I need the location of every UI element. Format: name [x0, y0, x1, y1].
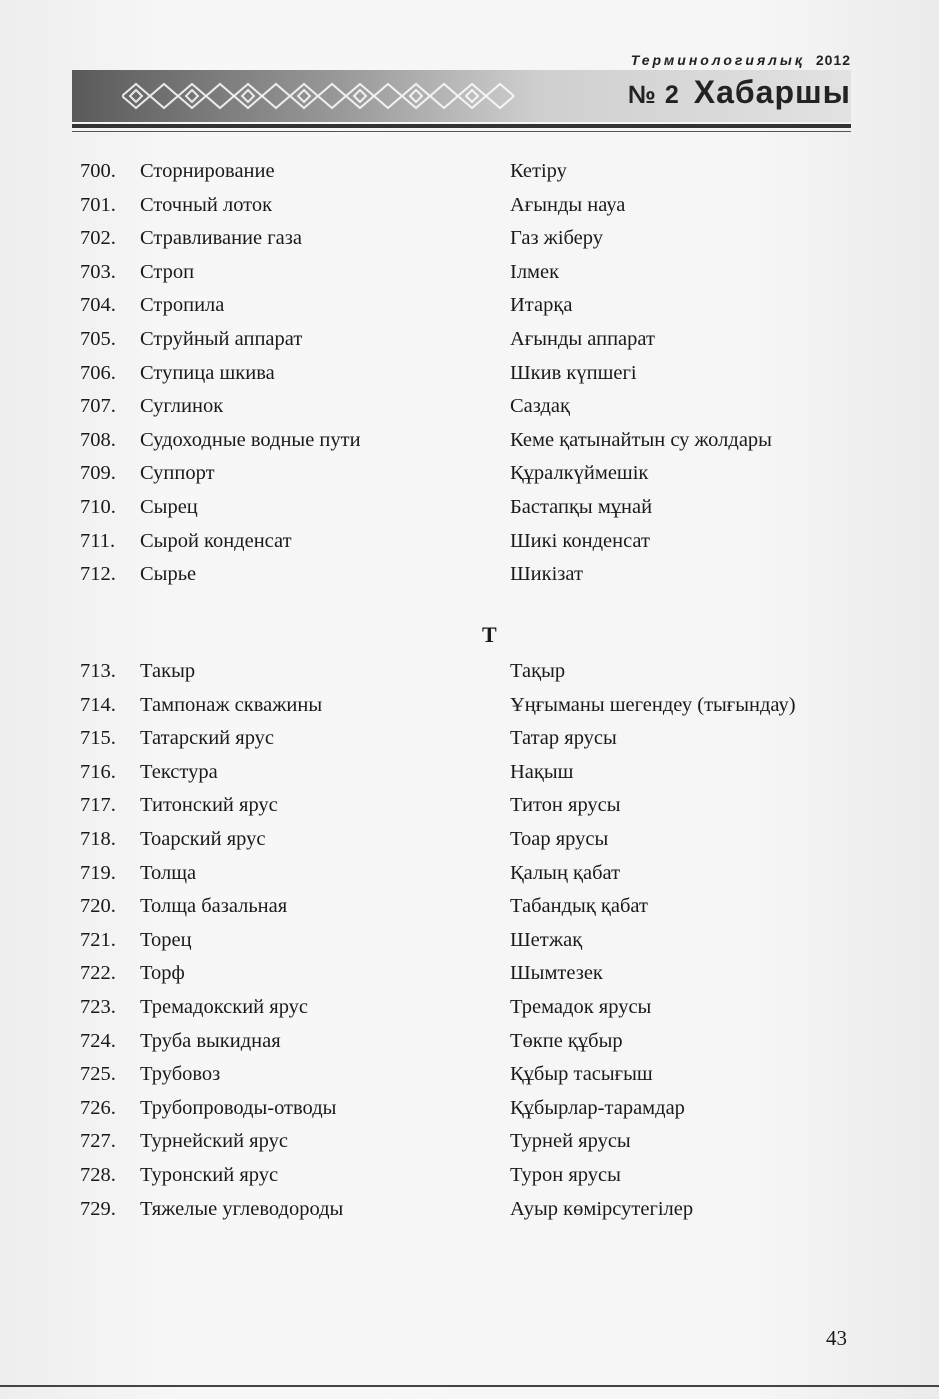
term-kazakh: Итарқа [510, 294, 573, 317]
term-row [0, 857, 939, 890]
term-kazakh: Құбырлар-тарамдар [510, 1096, 685, 1119]
journal-title [631, 52, 851, 68]
term-kazakh: Газ жіберу [510, 227, 604, 250]
term-russian: Тремадокский ярус [140, 996, 309, 1018]
term-kazakh: Құбыр тасығыш [510, 1063, 653, 1086]
term-russian: Стравливание газа [140, 227, 302, 250]
term-kazakh: Құралкүймешік [510, 462, 649, 485]
section-letter: Т [482, 622, 497, 647]
term-row [0, 1125, 939, 1158]
term-row [0, 1159, 939, 1192]
term-row [0, 924, 939, 957]
term-number: 704. [80, 294, 116, 317]
term-russian: Струйный аппарат [140, 328, 303, 350]
term-kazakh: Шкив күпшегі [510, 361, 637, 384]
term-russian: Торф [140, 962, 185, 985]
term-russian: Сырец [140, 496, 198, 518]
page-bottom-edge [0, 1385, 939, 1387]
term-row [0, 289, 939, 322]
term-russian: Суппорт [140, 462, 215, 485]
term-russian: Толща [140, 861, 197, 884]
term-row [0, 789, 939, 822]
term-kazakh: Ұңғыманы шегендеу (тығындау) [510, 693, 796, 716]
term-russian: Стропила [140, 294, 225, 317]
term-number: 719. [80, 861, 116, 884]
term-number: 709. [80, 462, 116, 485]
term-russian: Ступица шкива [140, 361, 275, 384]
term-russian: Торец [140, 928, 192, 951]
term-number: 708. [80, 428, 116, 451]
term-number: 725. [80, 1063, 116, 1086]
term-row [0, 491, 939, 524]
term-number: 722. [80, 962, 116, 985]
term-row [0, 222, 939, 255]
term-kazakh: Титон ярусы [510, 794, 621, 817]
term-russian: Такыр [140, 660, 196, 682]
term-number: 729. [80, 1197, 116, 1220]
term-kazakh: Ағынды аппарат [510, 328, 655, 350]
term-number: 720. [80, 895, 116, 918]
term-row [0, 1092, 939, 1125]
term-row [0, 323, 939, 356]
term-row [0, 457, 939, 490]
term-number: 702. [80, 227, 116, 250]
term-kazakh: Тақыр [510, 660, 566, 682]
term-russian: Сторнирование [140, 160, 275, 182]
term-number: 711. [80, 529, 116, 552]
term-russian: Туронский ярус [140, 1164, 279, 1186]
term-number: 717. [80, 794, 116, 817]
header-title [628, 74, 851, 111]
term-number: 712. [80, 563, 116, 586]
term-row [0, 390, 939, 423]
term-number: 701. [80, 193, 116, 216]
term-row [0, 1025, 939, 1058]
term-number: 713. [80, 660, 116, 682]
term-number: 715. [80, 727, 116, 750]
term-number: 710. [80, 496, 116, 518]
term-kazakh: Ауыр көмірсутегілер [510, 1197, 694, 1220]
term-row [0, 1058, 939, 1091]
term-number: 716. [80, 760, 116, 783]
journal-name: Терминологиялық [630, 52, 805, 68]
term-kazakh: Шикізат [510, 563, 583, 586]
journal-heading: Хабаршы [693, 74, 851, 110]
term-kazakh: Турней ярусы [510, 1130, 631, 1153]
term-row [0, 991, 939, 1024]
ornament-pattern [122, 78, 522, 114]
term-number: 718. [80, 828, 116, 850]
term-kazakh: Шымтезек [510, 962, 603, 985]
term-row [0, 823, 939, 856]
term-russian: Титонский ярус [140, 794, 278, 817]
term-kazakh: Турон ярусы [510, 1164, 621, 1186]
term-russian: Тяжелые углеводороды [140, 1197, 344, 1220]
term-row [0, 155, 939, 188]
issue-number: № 2 [628, 81, 680, 109]
term-row [0, 689, 939, 722]
term-russian: Трубовоз [140, 1063, 221, 1086]
term-russian: Сточный лоток [140, 193, 273, 216]
term-kazakh: Төкпе құбыр [510, 1029, 623, 1052]
term-row [0, 890, 939, 923]
term-kazakh: Шетжақ [510, 928, 583, 951]
header-rule-thin [72, 131, 851, 132]
term-number: 703. [80, 260, 116, 283]
term-kazakh: Ағынды науа [510, 193, 626, 216]
term-number: 723. [80, 996, 116, 1018]
term-row [0, 357, 939, 390]
term-russian: Сырье [140, 563, 197, 586]
header-rule [72, 124, 851, 128]
term-number: 700. [80, 160, 116, 182]
term-number: 724. [80, 1029, 116, 1052]
term-kazakh: Ілмек [510, 260, 560, 283]
term-row [0, 256, 939, 289]
term-kazakh: Кетіру [510, 160, 567, 182]
term-number: 705. [80, 328, 116, 350]
term-russian: Татарский ярус [140, 727, 275, 750]
term-russian: Тоарский ярус [140, 828, 266, 850]
term-kazakh: Нақыш [510, 760, 574, 783]
page-number: 43 [826, 1326, 847, 1350]
term-number: 727. [80, 1130, 116, 1153]
term-russian: Строп [140, 260, 195, 283]
term-russian: Труба выкидная [140, 1029, 281, 1052]
term-russian: Суглинок [140, 395, 224, 418]
term-number: 728. [80, 1164, 116, 1186]
term-russian: Толща базальная [140, 895, 288, 918]
term-number: 714. [80, 693, 116, 716]
term-russian: Судоходные водные пути [140, 428, 361, 451]
term-kazakh: Татар ярусы [510, 727, 617, 750]
term-row [0, 957, 939, 990]
term-number: 707. [80, 395, 116, 418]
term-kazakh: Кеме қатынайтын су жолдары [510, 428, 772, 451]
term-row [0, 722, 939, 755]
term-kazakh: Тремадок ярусы [510, 996, 652, 1018]
term-row [0, 558, 939, 591]
term-number: 721. [80, 928, 116, 951]
term-kazakh: Саздақ [510, 395, 570, 418]
term-row [0, 525, 939, 558]
term-russian: Трубопроводы-отводы [140, 1096, 337, 1119]
term-row [0, 189, 939, 222]
term-row [0, 756, 939, 789]
term-kazakh: Табандық қабат [510, 895, 648, 918]
journal-year: 2012 [815, 52, 851, 68]
term-row [0, 424, 939, 457]
term-row [0, 1193, 939, 1226]
term-russian: Тампонаж скважины [140, 693, 323, 716]
term-russian: Сырой конденсат [140, 529, 292, 552]
term-kazakh: Қалың қабат [510, 861, 621, 884]
term-number: 706. [80, 361, 116, 384]
term-russian: Текстура [140, 760, 218, 783]
term-kazakh: Бастапқы мұнай [510, 496, 653, 518]
term-kazakh: Тоар ярусы [510, 828, 609, 850]
term-number: 726. [80, 1096, 116, 1119]
term-russian: Турнейский ярус [140, 1130, 288, 1153]
term-row [0, 655, 939, 688]
term-kazakh: Шикі конденсат [510, 529, 650, 552]
